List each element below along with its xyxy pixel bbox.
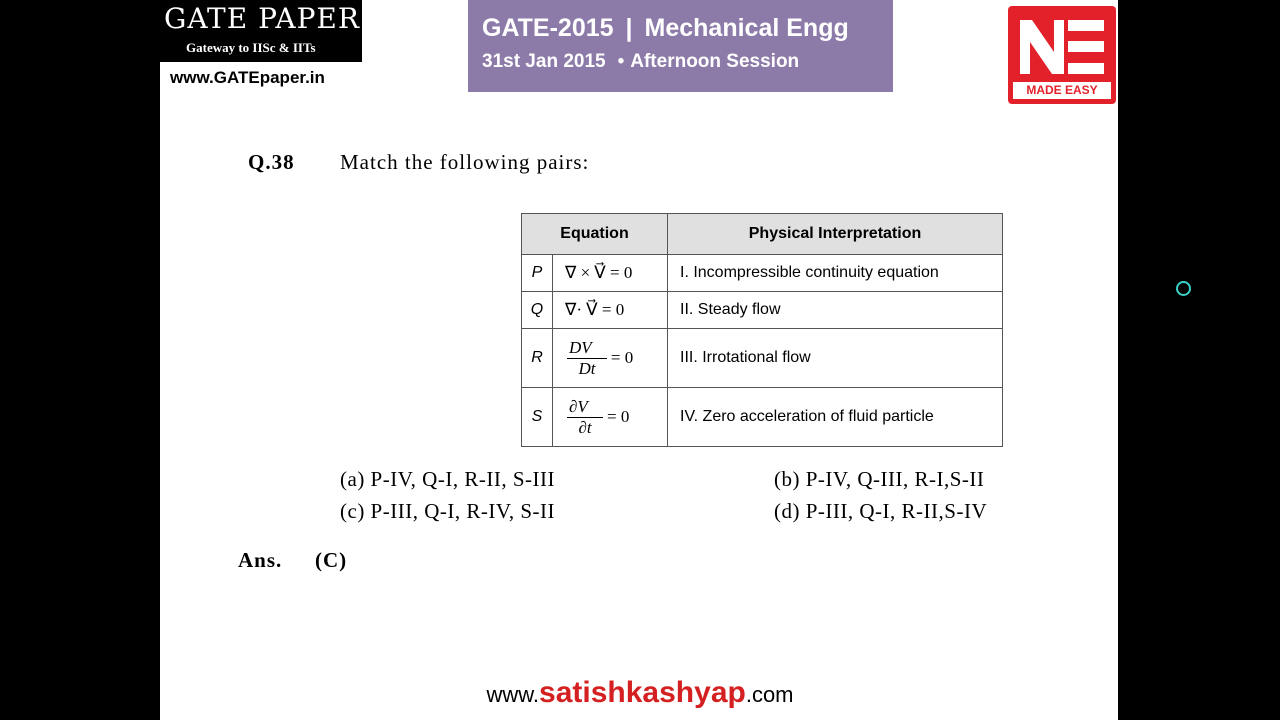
answer-value: (C) [315,548,348,572]
bullet-separator: • [617,51,625,72]
option-d: (d) P-III, Q-I, R-II,S-IV [774,499,988,523]
logo-url: www.GATEpaper.in [170,68,325,87]
table-row [522,292,1003,329]
equation-rhs: = 0 [607,407,630,426]
interpretation-text: II. Steady flow [668,292,1003,329]
row-letter: S [522,388,553,447]
made-easy-emblem-icon [1014,12,1110,78]
exam-name: GATE-2015 [482,14,614,42]
row-letter: P [522,255,553,292]
interpretation-text: III. Irrotational flow [668,329,1003,388]
table-row [522,388,1003,447]
question-text: Match the following pairs: [340,150,590,174]
footer-website[interactable] [0,676,1280,710]
footer-suffix: .com [745,682,794,707]
header-equation: Equation [522,214,668,255]
interpretation-text: IV. Zero acceleration of fluid particle [668,388,1003,447]
exam-session: Afternoon Session [630,51,800,72]
question-number: Q.38 [248,150,295,174]
fraction-denominator: Dt [578,358,596,378]
equation-material-derivative [553,338,667,379]
row-letter: Q [522,292,553,329]
branch-name: Mechanical Engg [644,14,849,42]
table-row [522,255,1003,292]
equation-partial-derivative [553,397,667,438]
option-b: (b) P-IV, Q-III, R-I,S-II [774,467,985,491]
cursor-ring-icon [1176,281,1191,296]
header-interpretation: Physical Interpretation [668,214,1003,255]
made-easy-label: MADE EASY [1013,82,1111,99]
exam-date: 31st Jan 2015 [482,51,606,72]
header-separator: | [625,14,633,42]
logo-subtitle: Gateway to IISc & IITs [186,40,316,55]
footer-prefix: www. [486,682,540,707]
option-c: (c) P-III, Q-I, R-IV, S-II [340,499,555,523]
table-header-row [522,214,1003,255]
fraction-numerator: ∂V⃗ [569,396,602,416]
gatepaper-logo [160,0,362,62]
match-table [521,213,1003,447]
exam-header [468,0,893,92]
equation-curl: ∇ × V⃗ = 0 [565,263,633,282]
option-a: (a) P-IV, Q-I, R-II, S-III [340,467,555,491]
equation-divergence: ∇· V⃗ = 0 [565,300,625,319]
logo-title: GATE PAPER [164,2,360,35]
fraction-denominator: ∂t [578,417,592,437]
table-row [522,329,1003,388]
row-letter: R [522,329,553,388]
footer-name: satishkashyap [539,676,746,709]
interpretation-text: I. Incompressible continuity equation [668,255,1003,292]
equation-rhs: = 0 [610,348,634,367]
made-easy-logo [1008,6,1116,104]
fraction-numerator: DV⃗ [569,337,605,357]
answer-label: Ans. [238,548,283,572]
